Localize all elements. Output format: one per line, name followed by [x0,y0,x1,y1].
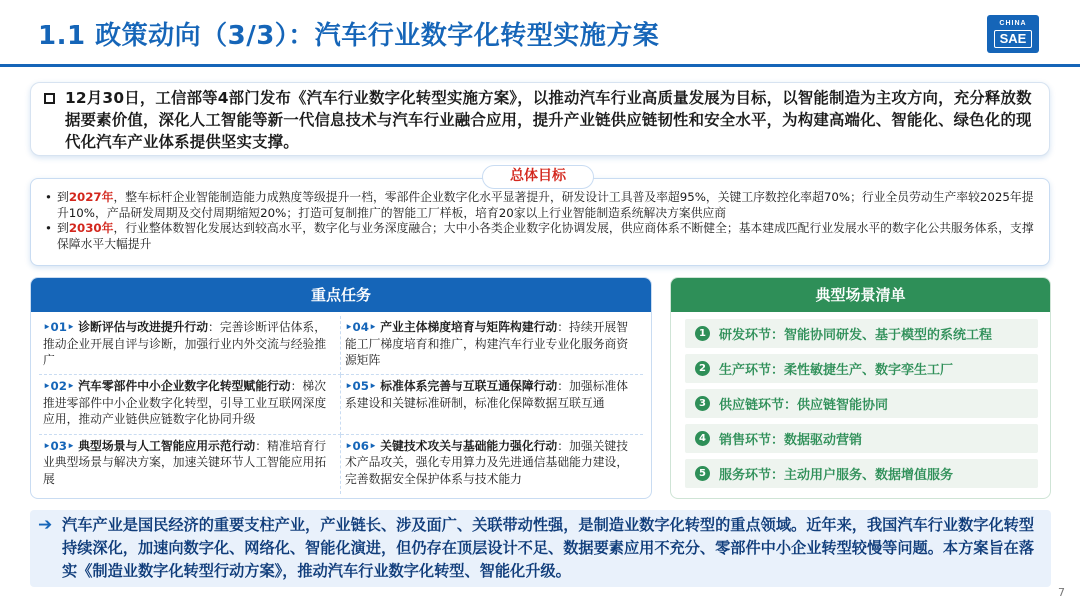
intro-panel [30,82,1050,156]
task-name: 诊断评估与改进提升行动 [78,320,209,334]
scene-item [685,424,1038,453]
goal-year: 2027年 [68,190,114,204]
task-item [39,375,341,434]
task-description: ：加强标准体系建设和关键标准研制，标准化保障数据互联互通 [345,379,629,410]
bullet-dot-icon: • [45,190,52,204]
task-number: ‣06‣ [345,438,377,453]
arrow-right-icon: ➔ [38,515,53,535]
goal-year: 2030年 [68,221,114,235]
number-circle-icon: 4 [695,431,710,446]
typical-scenes-header: 典型场景清单 [671,278,1050,312]
key-tasks-grid [31,312,651,498]
task-description: ：精准培育行业典型场景与解决方案，加速关键环节人工智能应用拓展 [43,438,327,486]
task-number: ‣04‣ [345,320,377,334]
page-title: 1.1 政策动向（3/3）：汽车行业数字化转型实施方案 [38,21,660,51]
overall-goals-panel [30,178,1050,266]
task-item [341,375,643,434]
task-description: ：完善诊断评估体系，推动企业开展自评与诊断，加强行业内外交流与经验推广 [43,320,327,367]
scene-item [685,319,1038,348]
task-description: ：梯次推进零部件中小企业数字化转型，引导工业互联网深度应用，推动产业链供应链数字化协同升级 [43,379,327,427]
scene-list [671,312,1050,488]
task-name: 典型场景与人工智能应用示范行动 [78,438,256,453]
task-number: ‣05‣ [345,379,377,394]
scene-label: 研发环节：智能协同研发、基于模型的系统工程 [719,328,993,343]
task-item [341,316,643,375]
logo-text-top: CHINA [999,20,1027,27]
scene-label: 生产环节：柔性敏捷生产、数字孪生工厂 [719,363,954,378]
number-circle-icon: 2 [695,361,710,376]
scene-item [685,459,1038,488]
task-name: 关键技术攻关与基础能力强化行动 [380,438,558,453]
task-name: 产业主体梯度培育与矩阵构建行动 [380,320,558,334]
scene-label: 服务环节：主动用户服务、数据增值服务 [719,468,954,483]
overall-goals-header: 总体目标 [482,165,594,189]
goal-text: ，行业整体数智化发展达到较高水平，数字化与业务深度融合；大中小各类企业数字化协调发展，供应商体系不断健全；基本建成匹配行业发展水平的数字化公共服务体系，支撑保障水平大幅提升 [57,221,1034,251]
page-number: 7 [1058,586,1065,599]
task-name: 汽车零部件中小企业数字化转型赋能行动 [78,379,291,394]
intro-text: 12月30日，工信部等4部门发布《汽车行业数字化转型实施方案》，以推动汽车行业高质量发展为目标，以智能制造为主攻方向，充分释放数据要素价值，深化人工智能等新一代信息技术与汽车行业融合应用，提升产业链供应链韧性和安全水平，为构建高端化、智能化、绿色化的现代化汽车产业体系提供坚实支撑。 [65,89,1032,151]
goal-prefix: 到 [57,221,69,235]
task-description: ：加强关键技术产品攻关，强化专用算力及先进通信基础能力建设，完善数据安全保护体系与技术能力 [345,438,629,486]
summary-panel [30,510,1051,587]
task-item [39,316,341,375]
square-bullet-icon [44,93,55,104]
number-circle-icon: 3 [695,396,710,411]
number-circle-icon: 5 [695,466,710,481]
bullet-dot-icon: • [45,221,52,235]
task-name: 标准体系完善与互联互通保障行动 [380,379,558,394]
goal-prefix: 到 [57,190,69,204]
title-divider [0,64,1080,67]
goal-item [43,221,1035,252]
task-item [341,435,643,494]
china-sae-logo [987,15,1039,53]
goal-item [43,190,1035,221]
task-number: ‣03‣ [43,438,75,453]
logo-text-bottom: SAE [994,30,1032,48]
task-description: ：持续开展智能工厂梯度培育和推广，构建汽车行业专业化服务商资源矩阵 [345,320,629,367]
typical-scenes-panel [670,277,1051,499]
summary-text: 汽车产业是国民经济的重要支柱产业，产业链长、涉及面广、关联带动性强，是制造业数字化转型的重点领域。近年来，我国汽车行业数字化转型持续深化，加速向数字化、网络化、智能化演进，但仍存在顶层设计不足、数据要素应用不充分、零部件中小企业转型较慢等问题。本方案旨在落实《制造业数字化转型行动方案》，推动汽车行业数字化转型、智能化升级。 [62,516,1034,580]
task-item [39,435,341,494]
scene-item [685,354,1038,383]
task-number: ‣01‣ [43,320,75,334]
task-number: ‣02‣ [43,379,75,394]
key-tasks-panel [30,277,652,499]
scene-label: 销售环节：数据驱动营销 [719,433,863,448]
scene-item [685,389,1038,418]
goal-text: ，整车标杆企业智能制造能力成熟度等级提升一档，零部件企业数字化水平显著提升，研发设计工具普及率超95%，关键工序数控化率超70%；行业全员劳动生产率较2025年提升10%，产品研发周期及交付周期缩短20%；打造可复制推广的智能工厂样板，培育20家以上行业智能制造系统解决方案供应商 [57,190,1034,220]
key-tasks-header: 重点任务 [31,278,651,312]
scene-label: 供应链环节：供应链智能协同 [719,398,889,413]
number-circle-icon: 1 [695,326,710,341]
